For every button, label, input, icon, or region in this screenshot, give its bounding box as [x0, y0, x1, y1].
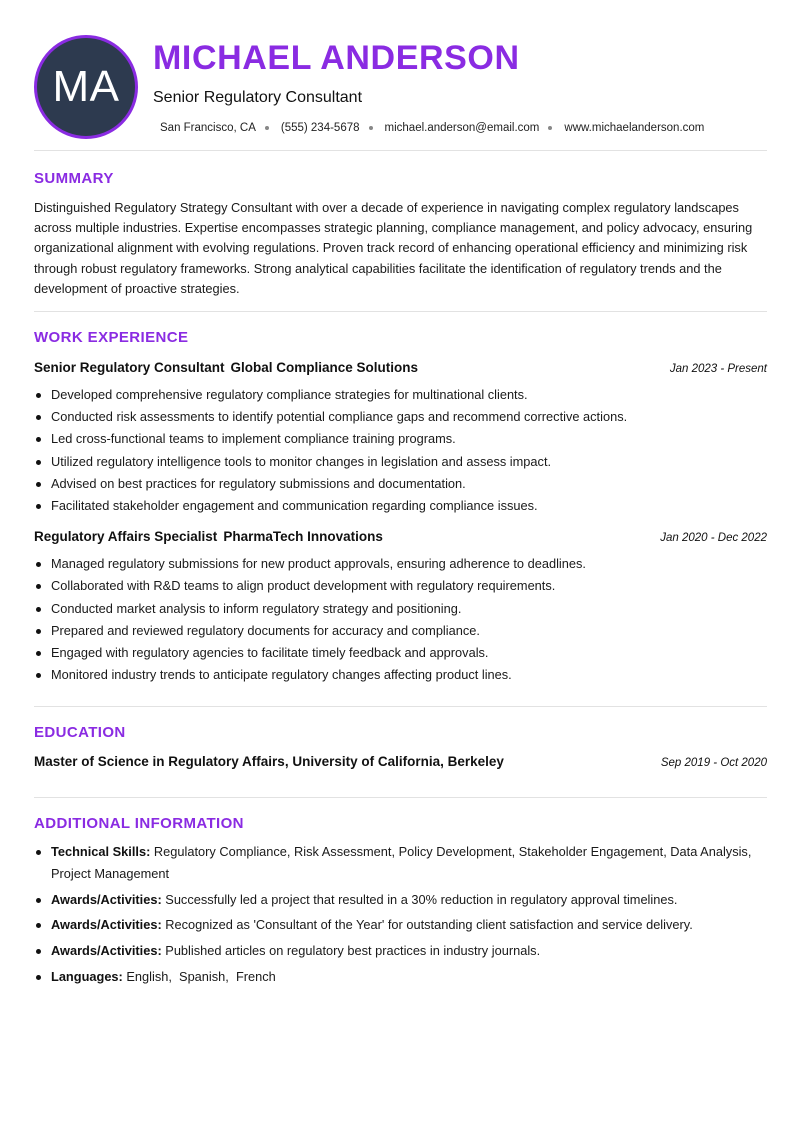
- job-header: [34, 528, 767, 547]
- resume-header: [0, 0, 800, 150]
- contact-phone[interactable]: (555) 234-5678: [280, 122, 360, 134]
- list-item: [34, 940, 767, 962]
- additional-heading: ADDITIONAL INFORMATION: [34, 815, 244, 832]
- contact-email[interactable]: michael.anderson@email.com: [384, 122, 540, 134]
- divider: [34, 797, 767, 798]
- education-section: [34, 724, 767, 772]
- list-item: Prepared and reviewed regulatory documents for accuracy and compliance.: [34, 620, 767, 642]
- list-item: [34, 889, 767, 911]
- list-item: Led cross-functional teams to implement compliance training programs.: [34, 428, 767, 450]
- item-label: Awards/Activities:: [51, 942, 162, 958]
- item-label: Awards/Activities:: [51, 917, 162, 933]
- job-company: Global Compliance Solutions: [230, 360, 419, 375]
- candidate-title: Senior Regulatory Consultant: [153, 89, 363, 106]
- job-entry: [34, 359, 767, 517]
- list-item: Facilitated stakeholder engagement and communication regarding compliance issues.: [34, 495, 767, 517]
- item-text: Published articles on regulatory best practices in industry journals.: [165, 942, 541, 958]
- list-item: Managed regulatory submissions for new product approvals, ensuring adherence to deadlines.: [34, 553, 767, 575]
- divider: [34, 706, 767, 707]
- job-role-company: [34, 359, 418, 377]
- avatar: [34, 35, 138, 139]
- separator-dot: [265, 126, 269, 130]
- item-text: Successfully led a project that resulted in a 30% reduction in regulatory approval timelines.: [165, 891, 678, 907]
- avatar-initials: MA: [52, 62, 120, 111]
- list-item: Engaged with regulatory agencies to facilitate timely feedback and approvals.: [34, 642, 767, 664]
- job-bullets: [34, 553, 767, 686]
- job-bullets: [34, 384, 767, 517]
- summary-heading: SUMMARY: [34, 170, 114, 187]
- contact-location: San Francisco, CA: [160, 122, 256, 134]
- job-dates: Jan 2023 - Present: [669, 363, 767, 375]
- job-entry: [34, 528, 767, 686]
- experience-heading: WORK EXPERIENCE: [34, 329, 189, 346]
- list-item: Utilized regulatory intelligence tools to monitor changes in legislation and assess impact.: [34, 451, 767, 473]
- list-item: [34, 914, 767, 936]
- job-company: PharmaTech Innovations: [223, 529, 383, 545]
- separator-dot: [369, 126, 373, 130]
- item-text: Recognized as 'Consultant of the Year' for outstanding client satisfaction and service delivery.: [165, 917, 693, 933]
- education-dates: Sep 2019 - Oct 2020: [660, 757, 767, 769]
- divider: [34, 311, 767, 312]
- list-item: [34, 841, 767, 885]
- item-label: Languages:: [51, 968, 123, 984]
- job-role: Senior Regulatory Consultant: [34, 360, 225, 375]
- item-label: Technical Skills:: [51, 844, 151, 859]
- experience-section: [34, 329, 767, 686]
- candidate-name: MICHAEL ANDERSON: [153, 39, 520, 77]
- summary-section: [34, 170, 767, 299]
- separator-dot: [548, 126, 552, 130]
- contact-line: [160, 120, 704, 136]
- job-header: [34, 359, 767, 378]
- list-item: Collaborated with R&D teams to align product development with regulatory requirements.: [34, 575, 767, 597]
- additional-list: [34, 841, 767, 988]
- item-label: Awards/Activities:: [51, 891, 162, 907]
- additional-section: [34, 815, 767, 991]
- education-entry: [34, 753, 767, 772]
- education-degree: Master of Science in Regulatory Affairs, University of California, Berkeley: [34, 754, 504, 769]
- list-item: [34, 966, 767, 988]
- item-text: English, Spanish, French: [126, 968, 276, 984]
- job-role: Regulatory Affairs Specialist: [34, 529, 218, 545]
- list-item: Monitored industry trends to anticipate regulatory changes affecting product lines.: [34, 664, 767, 686]
- list-item: Advised on best practices for regulatory submissions and documentation.: [34, 473, 767, 495]
- list-item: Developed comprehensive regulatory compliance strategies for multinational clients.: [34, 384, 767, 406]
- contact-website[interactable]: www.michaelanderson.com: [564, 122, 705, 134]
- job-role-company: [34, 528, 383, 546]
- summary-text: Distinguished Regulatory Strategy Consultant with over a decade of experience in navigating complex regulatory landscapes across multiple industries. Expertise encompasses strategic planning, compliance management, and policy advocacy, ensuring organizational alignment with evolving regulations. Proven track record of enhancing operational efficiency and minimizing risk through robust regulatory frameworks. Strong analytical capabilities facilitate the identification of regulatory trends and the development of proactive strategies.: [34, 200, 753, 296]
- education-heading: EDUCATION: [34, 724, 126, 741]
- list-item: Conducted risk assessments to identify potential compliance gaps and recommend corrective actions.: [34, 406, 767, 428]
- item-text: Regulatory Compliance, Risk Assessment, Policy Development, Stakeholder Engagement, Data Analysis, Project Management: [51, 844, 752, 882]
- divider: [34, 150, 767, 151]
- list-item: Conducted market analysis to inform regulatory strategy and positioning.: [34, 598, 767, 620]
- job-dates: Jan 2020 - Dec 2022: [660, 532, 767, 545]
